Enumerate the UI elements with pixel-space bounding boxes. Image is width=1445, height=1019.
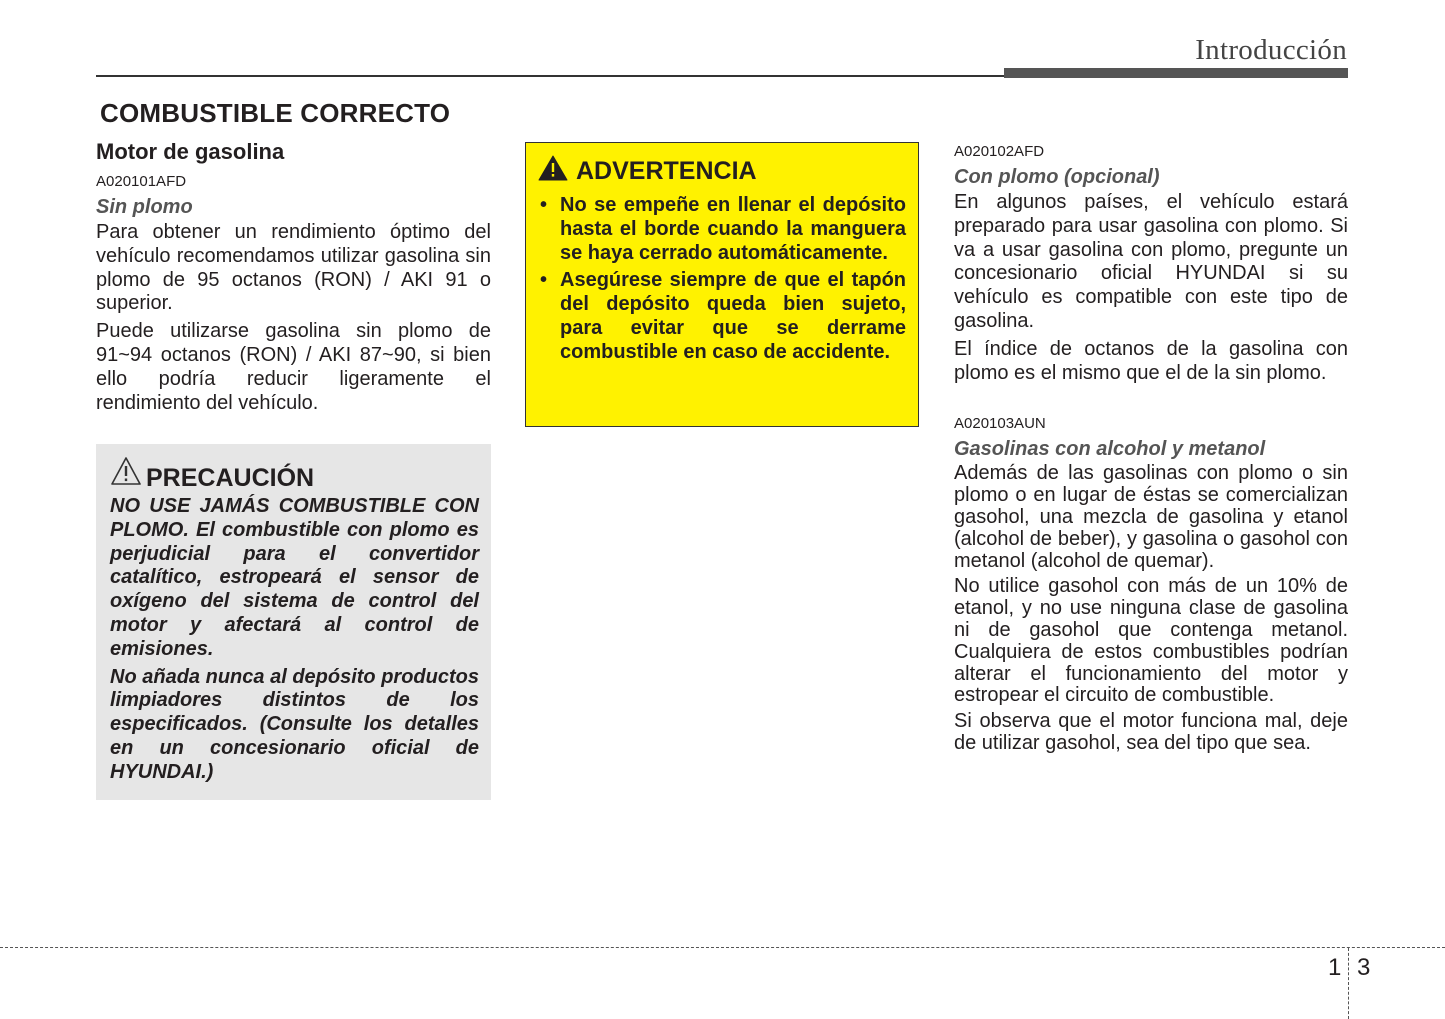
left-column [96, 98, 491, 419]
heading-con-plomo: Con plomo (opcional) [954, 166, 1160, 188]
paragraph: No utilice gasohol con más de un 10% de etanol, y no use ninguna clase de gasolina ni de gasohol que contenga metanol. Cualquiera de estos combustibles podrían alterar el funcionamiento del motor y estropear el circuito de combustible. [954, 575, 1348, 707]
header-rule-thin [96, 75, 1006, 77]
subtitle-motor-gasolina: Motor de gasolina [96, 139, 285, 164]
caution-paragraph: NO USE JAMÁS COMBUSTIBLE CON PLOMO. El combustible con plomo es perjudicial para el convertidor catalítico, estropeará el sensor de oxígeno del sistema de control del motor y afectará al control de emisiones. [110, 495, 479, 660]
caution-title-text: PRECAUCIÓN [146, 464, 315, 492]
caution-box [96, 444, 491, 800]
footer-dashed-line [0, 947, 1445, 948]
paragraph: Además de las gasolinas con plomo o sin plomo o en lugar de éstas se comercializan gasohol, una mezcla de gasolina y etanol (alcohol de beber), y gasolina o gasohol con metanol (alcohol de quemar). [954, 462, 1348, 572]
chapter-number: 1 [1328, 954, 1342, 981]
section-title: COMBUSTIBLE CORRECTO [100, 98, 451, 128]
paragraph: Puede utilizarse gasolina sin plomo de 91~94 octanos (RON) / AKI 87~90, si bien ello podría reducir ligeramente el rendimiento del vehículo. [96, 320, 491, 414]
paragraph: El índice de octanos de la gasolina con plomo es el mismo que el de la sin plomo. [954, 337, 1348, 384]
warning-item [538, 194, 906, 265]
warning-box [525, 142, 919, 427]
header-rule-thick [1004, 68, 1348, 78]
reference-code: A020102AFD [954, 143, 1045, 160]
reference-code: A020103AUN [954, 415, 1046, 433]
paragraph: Para obtener un rendimiento óptimo del vehículo recomendamos utilizar gasolina sin plomo de 95 octanos (RON) / AKI 91 o superior. [96, 221, 491, 315]
warning-item [538, 269, 906, 364]
bullet: • [540, 194, 548, 216]
page-number-divider [1348, 948, 1349, 1019]
warning-list [538, 194, 906, 365]
warning-title [538, 155, 906, 188]
paragraph: Si observa que el motor funciona mal, deje de utilizar gasohol, sea del tipo que sea. [954, 710, 1348, 754]
caution-paragraph: No añada nunca al depósito productos limpiadores distintos de los especificados. (Consulte los detalles en un concesionario oficial de HYUNDAI.) [110, 665, 479, 783]
reference-code: A020101AFD [96, 173, 187, 190]
bullet: • [540, 269, 548, 292]
right-column [954, 143, 1348, 759]
warning-triangle-icon [538, 155, 568, 188]
paragraph: En algunos países, el vehículo estará preparado para usar gasolina con plomo. Si va a usar gasolina con plomo, pregunte un concesionario oficial HYUNDAI si su vehículo es compatible con este tipo de gasolina. [954, 191, 1348, 332]
header-title: Introducción [1195, 34, 1347, 66]
caution-title [110, 456, 479, 493]
warning-item-text: No se empeñe en llenar el depósito hasta el borde cuando la manguera se haya cerrado automáticamente. [560, 194, 906, 264]
warning-title-text: ADVERTENCIA [576, 157, 757, 185]
heading-gasolinas-alcohol: Gasolinas con alcohol y metanol [954, 438, 1266, 461]
heading-sin-plomo: Sin plomo [96, 196, 193, 218]
caution-triangle-icon [110, 456, 142, 493]
warning-item-text: Asegúrese siempre de que el tapón del depósito queda bien sujeto, para evitar que se derrame combustible en caso de accidente. [560, 269, 906, 363]
page-number: 3 [1357, 954, 1371, 981]
